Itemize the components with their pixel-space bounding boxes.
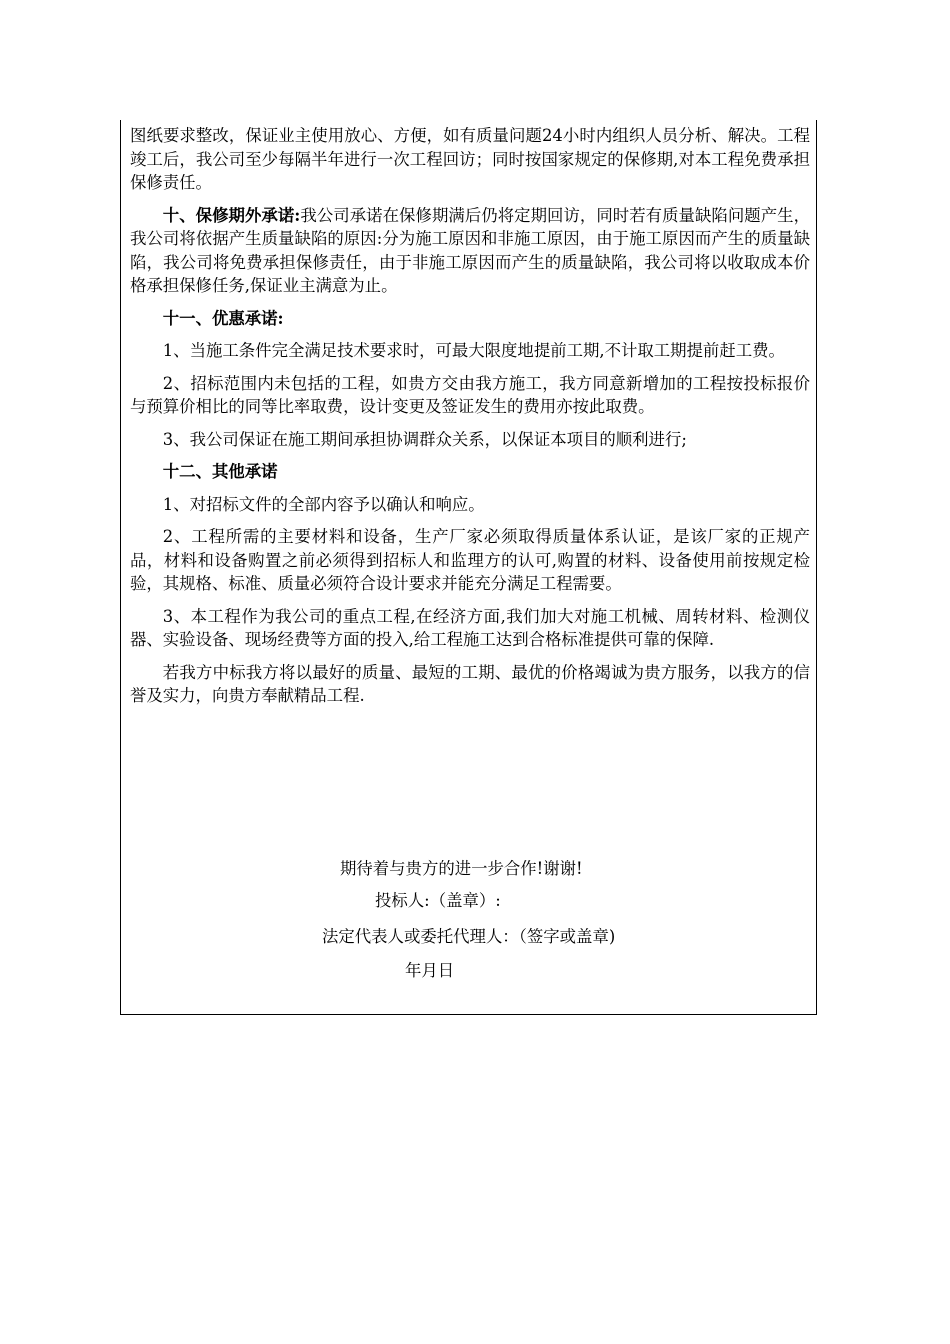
date-line: 年月日: [405, 961, 455, 980]
paragraph-other-3: 3、本工程作为我公司的重点工程,在经济方面,我们加大对施工机械、周转材料、检测仪器、实验设备、现场经费等方面的投入,给工程施工达到合格标准提供可靠的保障.: [130, 606, 810, 649]
paragraph-warranty-continued: 图纸要求整改，保证业主使用放心、方便，如有质量问题24小时内组织人员分析、解决。工程竣工后，我公司至少每隔半年进行一次工程回访；同时按国家规定的保修期,对本工程免费承担保修责任。: [130, 126, 810, 192]
paragraph-other-1: 1、对招标文件的全部内容予以确认和响应。: [162, 494, 485, 514]
heading-post-warranty: 十、保修期外承诺:: [162, 205, 301, 225]
document-body: [130, 124, 810, 717]
closing-thanks: 期待着与贵方的进一步合作!谢谢!: [340, 859, 583, 878]
paragraph-discount-3: 3、我公司保证在施工期间承担协调群众关系，以保证本项目的顺利进行;: [162, 429, 687, 449]
heading-other-commitment: 十二、其他承诺: [162, 462, 278, 481]
paragraph-post-warranty: [130, 204, 810, 298]
heading-discount-commitment: 十一、优惠承诺:: [162, 308, 284, 328]
paragraph-final-pledge: 若我方中标我方将以最好的质量、最短的工期、最优的价格竭诚为贵方服务，以我方的信誉及实力，向贵方奉献精品工程.: [130, 662, 810, 705]
paragraph-discount-2: 2、招标范围内未包括的工程，如贵方交由我方施工，我方同意新增加的工程按投标报价与预算价相比的同等比率取费，设计变更及签证发生的费用亦按此取费。: [130, 373, 810, 416]
post-warranty-text: 我公司承诺在保修期满后仍将定期回访，同时若有质量缺陷问题产生，我公司将依据产生质量缺陷的原因:分为施工原因和非施工原因，由于施工原因而产生的质量缺陷，我公司将免费承担保修责任，由于非施工原因而产生的质量缺陷，我公司将以收取成本价格承担保修任务,保证业主满意为止。: [130, 205, 810, 295]
paragraph-discount-1: 1、当施工条件完全满足技术要求时，可最大限度地提前工期,不计取工期提前赶工费。: [162, 341, 785, 360]
paragraph-other-2: 2、工程所需的主要材料和设备，生产厂家必须取得质量体系认证，是该厂家的正规产品，材料和设备购置之前必须得到招标人和监理方的认可,购置的材料、设备使用前按规定检验，其规格、标准、质量必须符合设计要求并能充分满足工程需要。: [130, 527, 810, 593]
representative-signature-line: 法定代表人或委托代理人：（签字或盖章): [322, 927, 616, 946]
bidder-seal-line: 投标人:（盖章）:: [375, 891, 501, 910]
